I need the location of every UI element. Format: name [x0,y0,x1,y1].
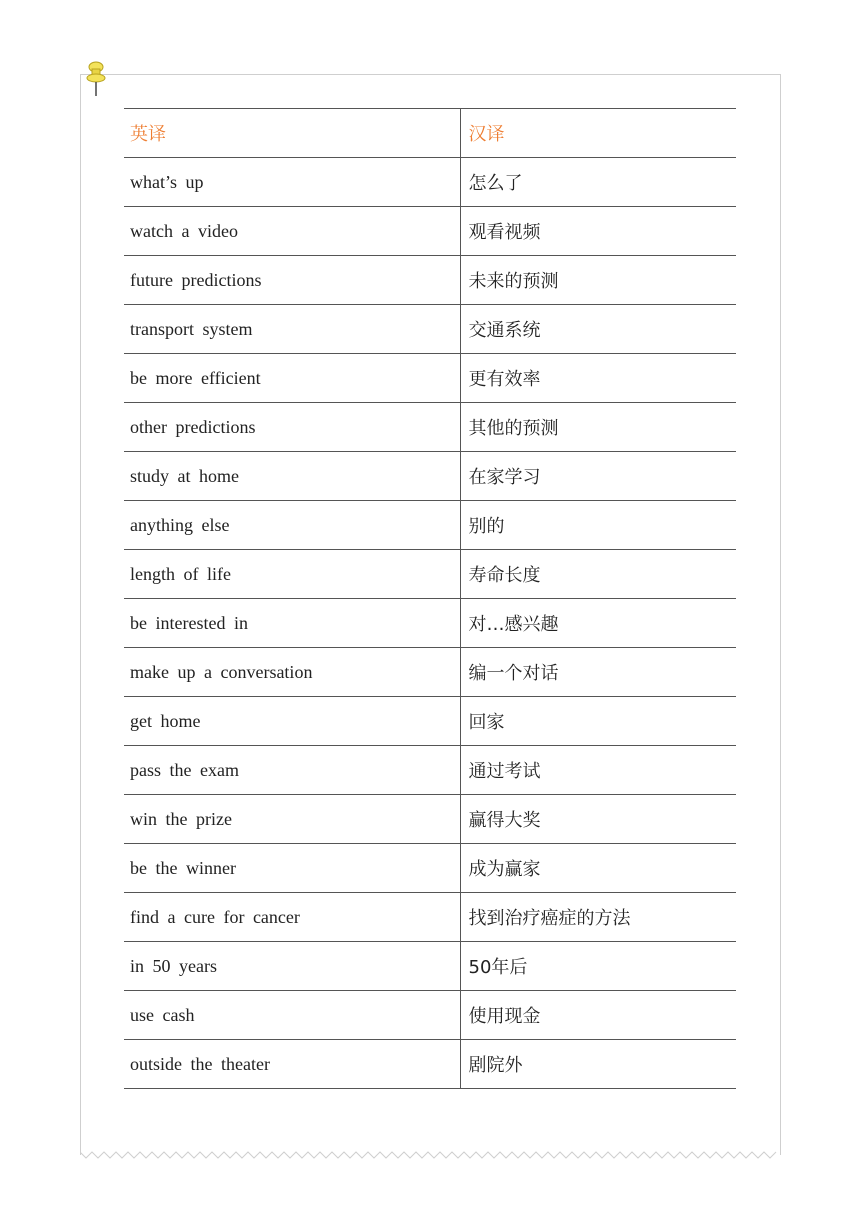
english-phrase: watch a video [124,207,460,256]
chinese-translation: 通过考试 [460,746,736,795]
chinese-translation: 找到治疗癌症的方法 [460,893,736,942]
table-row [124,354,736,403]
english-phrase: transport system [124,305,460,354]
vocab-table [124,108,736,1089]
english-phrase: be the winner [124,844,460,893]
table-row [124,746,736,795]
english-phrase: future predictions [124,256,460,305]
chinese-translation: 更有效率 [460,354,736,403]
table-row [124,599,736,648]
english-phrase: outside the theater [124,1040,460,1089]
table-header-row [124,109,736,158]
chinese-translation: 观看视频 [460,207,736,256]
table-row [124,942,736,991]
pushpin-icon [84,60,108,100]
chinese-translation: 回家 [460,697,736,746]
table-row [124,893,736,942]
table-row [124,844,736,893]
table-row [124,158,736,207]
chinese-translation: 怎么了 [460,158,736,207]
table-row [124,403,736,452]
chinese-translation: 寿命长度 [460,550,736,599]
english-phrase: length of life [124,550,460,599]
chinese-translation: 编一个对话 [460,648,736,697]
table-row [124,795,736,844]
chinese-translation: 对…感兴趣 [460,599,736,648]
header-chinese: 汉译 [460,109,736,158]
english-phrase: what’s up [124,158,460,207]
english-phrase: find a cure for cancer [124,893,460,942]
english-phrase: in 50 years [124,942,460,991]
table-row [124,207,736,256]
english-phrase: get home [124,697,460,746]
english-phrase: pass the exam [124,746,460,795]
table-row [124,452,736,501]
chinese-translation: 成为赢家 [460,844,736,893]
header-english: 英译 [124,109,460,158]
chinese-translation: 未来的预测 [460,256,736,305]
chinese-translation: 50年后 [460,942,736,991]
chinese-translation: 交通系统 [460,305,736,354]
table-row [124,697,736,746]
english-phrase: use cash [124,991,460,1040]
table-row [124,1040,736,1089]
english-phrase: other predictions [124,403,460,452]
table-row [124,550,736,599]
torn-edge [80,1150,781,1160]
table-row [124,501,736,550]
table-row [124,305,736,354]
english-phrase: study at home [124,452,460,501]
chinese-translation: 剧院外 [460,1040,736,1089]
chinese-translation: 在家学习 [460,452,736,501]
table-row [124,256,736,305]
english-phrase: win the prize [124,795,460,844]
chinese-translation: 别的 [460,501,736,550]
table-row [124,991,736,1040]
english-phrase: anything else [124,501,460,550]
table-row [124,648,736,697]
english-phrase: be interested in [124,599,460,648]
chinese-translation: 使用现金 [460,991,736,1040]
english-phrase: be more efficient [124,354,460,403]
chinese-translation: 其他的预测 [460,403,736,452]
english-phrase: make up a conversation [124,648,460,697]
chinese-translation: 赢得大奖 [460,795,736,844]
